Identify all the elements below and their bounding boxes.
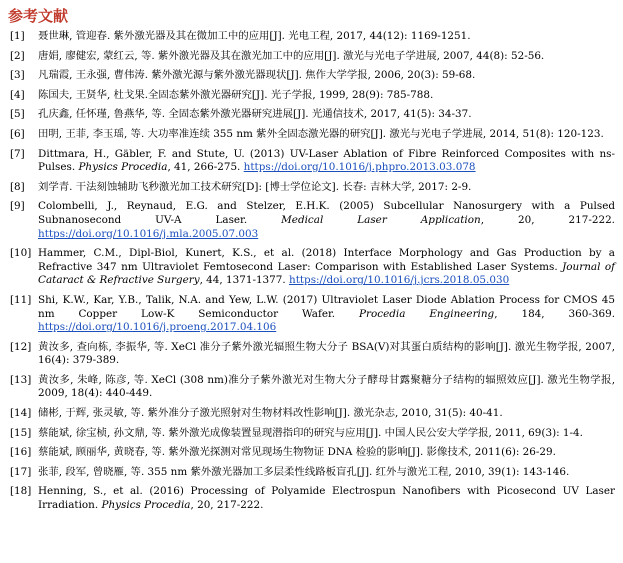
reference-item — [8, 247, 615, 288]
reference-text — [38, 407, 615, 421]
reference-doi-link[interactable]: https://doi.org/10.1016/j.phpro.2013.03.078 — [243, 161, 476, 174]
reference-main-text: 凡瑞霞, 王永强, 曹伟涛. 紫外激光源与紫外激光器现状[J]. 焦作大学学报, 2006, 20(3): 59-68. — [38, 69, 476, 82]
reference-text — [38, 50, 615, 64]
reference-item — [8, 128, 615, 142]
reference-number: [9] — [10, 200, 25, 213]
reference-doi-link[interactable]: https://doi.org/10.1016/j.jcrs.2018.05.030 — [289, 274, 510, 287]
reference-text — [38, 181, 615, 195]
reference-volume-pages: , 20, 217-222. — [480, 213, 615, 226]
reference-main-text: Hammer, C.M., Dipl-Biol, Kunert, K.S., et al. (2018) Interface Morphology and Gas Production by a Refractive 347 nm Ultraviolet Femtosecond Laser: Comparison with Established Laser Systems. — [38, 247, 615, 273]
reference-main-text: 蔡能斌, 徐宝桢, 孙文鼎, 等. 紫外激光成像装置显现潜指印的研究与应用[J]. 中国人民公安大学学报, 2011, 69(3): 1-4. — [38, 426, 583, 439]
reference-number: [4] — [10, 88, 25, 101]
reference-volume-pages: , 184, 360-369. — [494, 307, 616, 320]
reference-journal: Journal of Cataract & Refractive Surgery — [38, 260, 615, 287]
reference-main-text: 孔庆鑫, 任怀瑾, 鲁燕华, 等. 全固态紫外激光器研究进展[J]. 光通信技术, 2017, 41(5): 34-37. — [38, 108, 472, 121]
reference-item — [8, 69, 615, 83]
reference-number: [5] — [10, 108, 25, 121]
reference-number: [7] — [10, 147, 25, 160]
reference-journal: Physics Procedia — [101, 499, 191, 512]
reference-item — [8, 374, 615, 401]
reference-number: [10] — [10, 247, 32, 260]
reference-text — [38, 148, 615, 175]
reference-text — [38, 294, 615, 335]
reference-main-text: 陈国夫, 王贤华, 杜戈果.全固态紫外激光器研究[J]. 光子学报, 1999, 28(9): 785-788. — [38, 88, 434, 101]
reference-main-text: 蔡能斌, 顾丽华, 黄晓春, 等. 紫外激光探测对常见现场生物物证 DNA 检验的影响[J]. 影像技术, 2011(6): 26-29. — [38, 446, 556, 459]
reference-doi-link[interactable]: https://doi.org/10.1016/j.mla.2005.07.003 — [38, 227, 259, 240]
reference-item — [8, 89, 615, 103]
section-title: 参考文献 — [8, 7, 69, 25]
reference-main-text: 唐娟, 廖健宏, 蒙红云, 等. 紫外激光器及其在激光加工中的应用[J]. 激光与光电子学进展, 2007, 44(8): 52-56. — [38, 49, 545, 62]
reference-main-text: 聂世琳, 管迎春. 紫外激光器及其在微加工中的应用[J]. 光电工程, 2017, 44(12): 1169-1251. — [38, 30, 471, 42]
reference-text — [38, 30, 615, 44]
reference-number: [13] — [10, 373, 32, 386]
reference-item — [8, 427, 615, 441]
reference-item — [8, 108, 615, 122]
reference-main-text: Dittmara, H., Gäbler, F. and Stute, U. (2013) UV-Laser Ablation of Fibre Reinforced Composites with ns-Pulses. — [38, 147, 615, 174]
reference-item — [8, 341, 615, 368]
reference-volume-pages: , 41, 266-275. — [167, 161, 244, 174]
reference-item — [8, 200, 615, 241]
reference-number: [14] — [10, 407, 32, 420]
reference-number: [6] — [10, 127, 25, 140]
reference-number: [11] — [10, 293, 32, 306]
reference-text — [38, 108, 615, 122]
reference-main-text: 刘学青. 干法刻蚀辅助飞秒激光加工技术研究[D]: [博士学位论文]. 长春: 吉林大学, 2017: 2-9. — [38, 180, 472, 193]
reference-volume-pages: , 20, 217-222. — [190, 499, 264, 512]
reference-text — [38, 427, 615, 441]
reference-item — [8, 485, 615, 512]
reference-text — [38, 128, 615, 142]
reference-text — [38, 446, 615, 460]
reference-main-text: 田明, 王菲, 李玉瑶, 等. 大功率准连续 355 nm 紫外全固态激光器的研究[J]. 激光与光电子学进展, 2014, 51(8): 120-123. — [38, 127, 604, 140]
reference-item — [8, 50, 615, 64]
reference-text — [38, 69, 615, 83]
reference-text — [38, 374, 615, 401]
reference-item — [8, 30, 615, 44]
reference-main-text: 张菲, 段军, 曾晓雁, 等. 355 nm 紫外激光器加工多层柔性线路板盲孔[J]. 红外与激光工程, 2010, 39(1): 143-146. — [38, 465, 570, 478]
reference-text — [38, 466, 615, 480]
reference-main-text: Henning, S., et al. (2016) Processing of Polyamide Electrospun Nanofibers with Picosecond UV Laser Irradiation. — [38, 485, 615, 512]
reference-doi-link[interactable]: https://doi.org/10.1016/j.proeng.2017.04.106 — [38, 321, 277, 334]
reference-number: [15] — [10, 426, 32, 439]
reference-main-text: 黄汝多, 朱峰, 陈彦, 等. XeCl (308 nm)准分子紫外激光对生物大分子酵母甘露聚糖分子结构的辐照效应[J]. 激光生物学报, 2009, 18(4): 440-449. — [38, 373, 615, 400]
reference-text — [38, 485, 615, 512]
reference-list — [8, 30, 615, 513]
reference-text — [38, 247, 615, 288]
reference-item — [8, 446, 615, 460]
reference-number: [3] — [10, 69, 25, 82]
reference-number: [17] — [10, 465, 32, 478]
reference-text — [38, 341, 615, 368]
reference-number: [2] — [10, 49, 25, 62]
reference-text — [38, 200, 615, 241]
reference-main-text: 黄汝多, 查向栋, 李振华, 等. XeCl 准分子紫外激光辐照生物大分子 BSA(V)对其蛋白质结构的影响[J]. 激光生物学报, 2007, 16(4): 379-389. — [38, 340, 615, 367]
reference-number: [16] — [10, 446, 32, 459]
reference-item — [8, 407, 615, 421]
reference-main-text: Colombelli, J., Reynaud, E.G. and Stelzer, E.H.K. (2005) Subcellular Nanosurgery with a Pulsed Subnanosecond UV-A Laser. — [38, 200, 615, 226]
reference-main-text: Shi, K.W., Kar, Y.B., Talik, N.A. and Yew, L.W. (2017) Ultraviolet Laser Diode Ablation Process for CMOS 45 nm Copper Low-K Semiconductor Wafer. — [38, 293, 615, 320]
reference-number: [18] — [10, 485, 32, 498]
reference-number: [12] — [10, 340, 32, 353]
reference-item — [8, 181, 615, 195]
reference-volume-pages: , 44, 1371-1377. — [199, 274, 289, 287]
reference-journal: Medical Laser Application — [281, 213, 481, 226]
reference-number: [8] — [10, 180, 25, 193]
reference-main-text: 储彬, 于辉, 张灵敏, 等. 紫外准分子激光照射对生物材料改性影响[J]. 激光杂志, 2010, 31(5): 40-41. — [38, 407, 503, 420]
reference-item — [8, 466, 615, 480]
reference-item — [8, 148, 615, 175]
reference-number: [1] — [10, 30, 25, 42]
reference-item — [8, 294, 615, 335]
reference-journal: Physics Procedia — [78, 161, 168, 174]
reference-text — [38, 89, 615, 103]
reference-journal: Procedia Engineering — [359, 307, 495, 320]
